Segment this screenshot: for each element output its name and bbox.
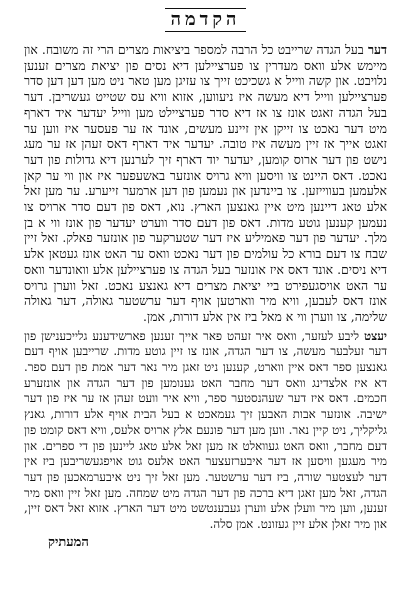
paragraph-2-text: ליבע לעזער, וואס איר זעהט פאר אייך זענען פארשידענע גלייכענישן פון דער זעלבער מעשה, צו דער הגדה, אונז צו זיין גוטע מדות. שרייבען אויף דעם גאנצען ספר דאס איין ווארט, קענען ניט זאגן מיר נאר דער אמת פון דעם ספר. דא איז אלצדינג וואס דער מחבר האט גענומען פון דער הגדה און אונזערע חכמים. דאס איז דער שעהנסטער ספר, וויא איר וועט זעהן אז ער איז פון דער ישיבה. אונזער אבות האבען זיך געמאכט א בעל הבית אויף אלע דורות, גאנץ גליקליך, ניט קיין נאר. ווען מען דער פונעם אלץ ארויס אלעס, וויא דאס קומט פון דעם מחבר, וואס האט געוואלט אז מען זאל אלע טאג ליינען פון די ספרים. און מיר מעגען וויסען אז דער איבערזעצער האט אלעס גוט אויפגעשריבען ביז אין דער לעצטער שורה, ביז דער ערשטער. מען זאל זיך ניט איבערמאכען פון דער הגדה, זאל מען זאגן דיא ברכה פון דער הגדה מיט שמחה. מען זאל זיין וואס מיר זענען, ווען מיר וועלן אלע ווערן געבענטשט מיט דער הארץ. אזוא זאל דאס זיין, און מיר זאלן אלע זיין געזונט. אמן סלה. [24, 328, 387, 532]
paragraph-1-first-word: דער [367, 42, 387, 57]
body-paragraph-2 [24, 329, 387, 533]
signature: המעתיק [48, 534, 89, 550]
page-title-text: הקדמה [165, 8, 247, 32]
paragraph-2-first-word: יעצט [363, 328, 388, 343]
page-title [24, 8, 387, 32]
body-paragraph-1 [24, 42, 387, 325]
paragraph-1-text: בעל הגדה שרייבט כל הרבה למספר ביציאות מצרים הרי זה משובח. און מיימש אלע וואס מעדרין צו פערציילען דיא נסים פון יציאת מצרים זענען נלויבט. און קשה ווייל א גשכיכט זייך צו עזיגן מען טאר ניט מען דען דען סדר פערציילען ווייל דיא מעשה איז ניעווען, אזוא וויא עס שטייט געשריבן. דער בעל הגדה זאגט אונז צו אז דיא סדר פערציילט מען ווייל יעדער איד דארף מיט דער נאכט צו זייקן אין זיינע מעשים, אונד אז ער פעסער איז ווען ער זאגט אייך אז זיין מעשה איז טובה. יעדער איד דארף דאס זעהן אז ער מעג נישט פון דער ארוס קומען, יעדער יוד דארף זיך לערנען דיא גדולות פון דער נאכט. דאס היינט צו וויסען וויא גרויס אונזער באשעפער איז און ווי ער קאן אלעמען בעווייזען. צו ביינדען און נעמען פון דען ארמער זייערע. ער מען זאל אלע טאג דיינען מיט איין גאנצען הארץ. נוא, דאס פון דעם סדר ארויס צו נעמען קענען גוטע מדות. דאס פון דעם סדר ווערט יעדער פון אונז ווי א בן מלך. יעדער פון דער פאמיליע איז דער שטערקער פון אונזער פאלק. זאל זיין שבח צו דעם בורא כל עולמים פון דער נאכט וואס ער האט אונז געטאן אלע דיא ניסים. אונד דאס איז אונזער בעל הגדה צו פערציילען אלע וואונדער וואס ער האט אויסגעפירט ביי יציאת מצרים דיא גאנצע נאכט. זאל ווערן גרויס אונז דאס לעבען, וויא מיר ווארטען אויף דער ערשטער גאולה, דער גאולה שלימה, צו ווערן ווי א מאל ביז אין אלע דורות, אמן. [24, 42, 387, 324]
